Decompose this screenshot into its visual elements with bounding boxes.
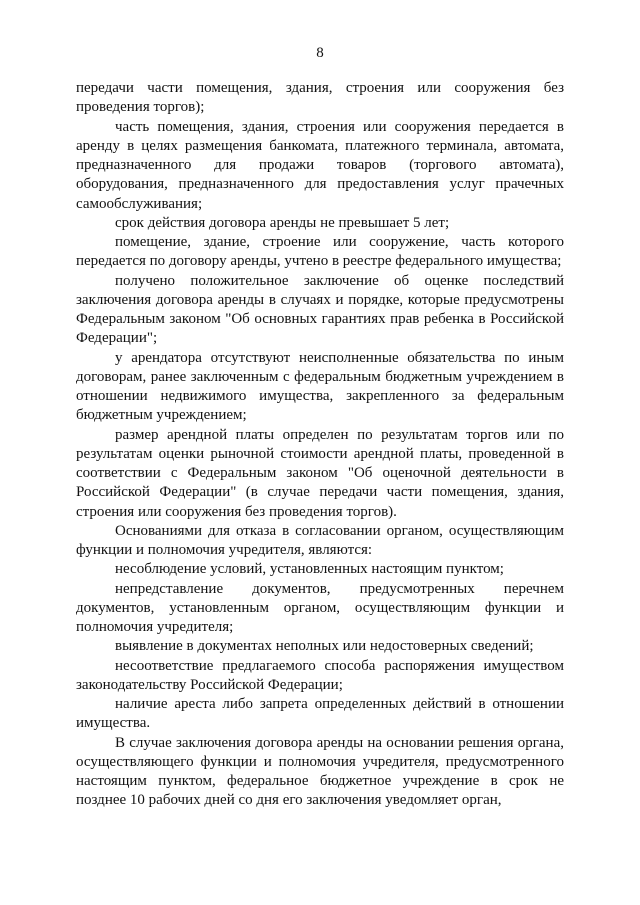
paragraph-legal-mismatch: несоответствие предлагаемого способа распоряжения имуществом законодательству Российской Федерации; [76,657,564,693]
paragraph-continuation: передачи части помещения, здания, строения или сооружения без проведения торгов); [76,80,564,116]
paragraph-incomplete-info: выявление в документах неполных или недостоверных сведений; [115,638,534,655]
paragraph-notification: В случае заключения договора аренды на основании решения органа, осуществляющего функции и полномочия учредителя, предусмотренного настоящим пунктом, федеральное бюджетное учреждение в срок не позднее 10 рабочих дней со дня его заключения уведомляет орган, [76,734,564,809]
paragraph-lease-term: срок действия договора аренды не превышает 5 лет; [115,214,450,231]
paragraph-refusal-grounds: Основаниями для отказа в согласовании органом, осуществляющим функции и полномочия учредителя, являются: [76,522,564,558]
paragraph-atm-placement: часть помещения, здания, строения или сооружения передается в аренду в целях размещения банкомата, платежного терминала, автомата, предназначенного для продажи товаров (торгового автомата), оборудования, предназначенного для предоставления услуг прачечных самообслуживания; [76,118,564,212]
paragraph-tenant-obligations: у арендатора отсутствуют неисполненные обязательства по иным договорам, ранее заключенным с федеральным бюджетным учреждением в отношении недвижимого имущества, закрепленного за федеральным бюджетным учреждением; [76,349,564,424]
paragraph-impact-assessment: получено положительное заключение об оценке последствий заключения договора аренды в случаях и порядке, которые предусмотрены Федеральным законом "Об основных гарантиях прав ребенка в Российской Федерации"; [76,272,564,347]
paragraph-federal-registry: помещение, здание, строение или сооружение, часть которого передается по договору аренды, учтено в реестре федерального имущества; [76,234,564,270]
paragraph-rent-valuation: размер арендной платы определен по результатам торгов или по результатам оценки рыночной стоимости арендной платы, проведенной в соответствии с Федеральным законом "Об оценочной деятельности в Российской Федерации" (в случае передачи части помещения, здания, строения или сооружения без проведения торгов). [76,426,564,520]
paragraph-missing-documents: непредставление документов, предусмотренных перечнем документов, установленным органом, осуществляющим функции и полномочия учредителя; [76,580,564,635]
page-number: 8 [316,45,324,61]
document-body [76,79,564,811]
paragraph-noncompliance: несоблюдение условий, установленных настоящим пунктом; [115,561,504,578]
paragraph-arrest: наличие ареста либо запрета определенных действий в отношении имущества. [76,696,564,732]
